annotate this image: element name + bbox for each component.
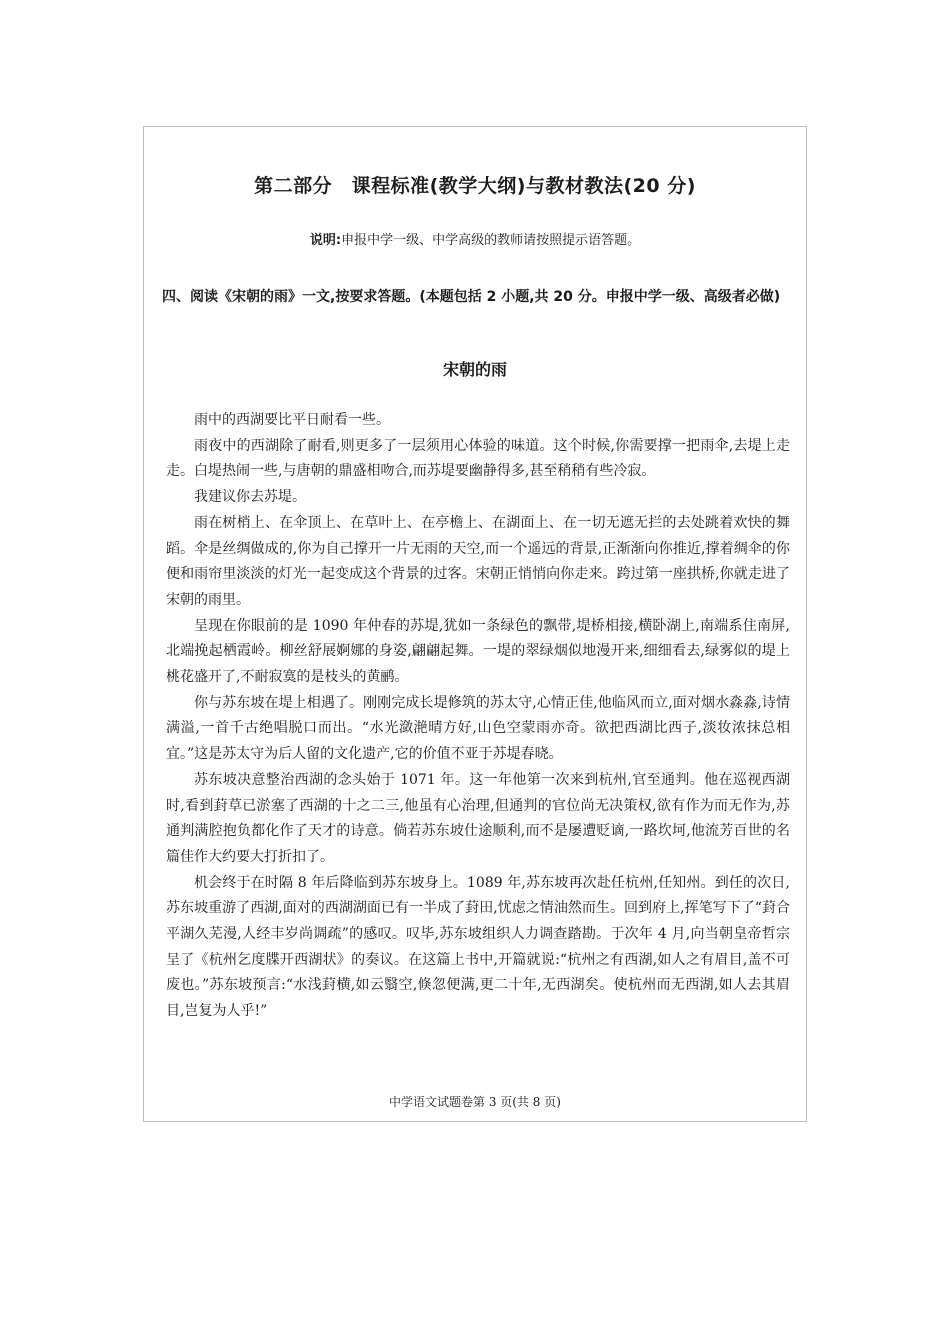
- instruction-note-text: 申报中学一级、中学高级的教师请按照提示语答题。: [341, 233, 641, 248]
- article-paragraph-3: 我建议你去苏堤。: [194, 489, 306, 506]
- article-paragraph-1: 雨中的西湖要比平日耐看一些。: [194, 412, 390, 428]
- article-body: [166, 408, 790, 1025]
- article-paragraph-4: 雨在树梢上、在伞顶上、在草叶上、在亭檐上、在湖面上、在一切无遮无拦的去处跳着欢快的舞蹈。伞是丝绸做成的,你为自己撑开一片无雨的天空,而一个遥远的背景,正渐渐向你推近,撑着绸伞的你便和雨帘里淡淡的灯光一起变成这个背景的过客。宋朝正悄悄向你走来。跨过第一座拱桥,你就走进了宋朝的雨里。: [166, 514, 790, 608]
- exam-page: [143, 126, 807, 1122]
- article-title: 宋朝的雨: [442, 360, 507, 379]
- article-paragraph-6: 你与苏东坡在堤上相遇了。刚刚完成长堤修筑的苏太守,心情正佳,他临风而立,面对烟水淼淼,诗情满溢,一首千古绝唱脱口而出。“水光潋滟晴方好,山色空蒙雨亦奇。欲把西湖比西子,淡妆浓抹总相宜。”这是苏太守为后人留的文化遗产,它的价值不亚于苏堤春晓。: [166, 694, 790, 763]
- page-footer: 中学语文试题卷第 3 页(共 8 页): [389, 1095, 561, 1109]
- part-title: 第二部分 课程标准(教学大纲)与教材教法(20 分): [254, 175, 696, 197]
- question-four: 四、阅读《宋朝的雨》一文,按要求答题。(本题包括 2 小题,共 20 分。申报中学一级、高级者必做): [162, 289, 781, 305]
- article-paragraph-2: 雨夜中的西湖除了耐看,则更多了一层须用心体验的味道。这个时候,你需要撑一把雨伞,去堤上走走。白堤热闹一些,与唐朝的鼎盛相吻合,而苏堤要幽静得多,甚至稍稍有些冷寂。: [166, 437, 790, 480]
- article-paragraph-5: 呈现在你眼前的是 1090 年仲春的苏堤,犹如一条绿色的飘带,堤桥相接,横卧湖上,南端系住南屏,北端挽起栖霞岭。柳丝舒展婀娜的身姿,翩翩起舞。一堤的翠绿烟似地漫开来,细细看去,绿雾似的堤上桃花盛开了,不耐寂寞的是枝头的黄鹂。: [166, 617, 790, 686]
- instruction-note: [144, 229, 806, 248]
- instruction-note-lead: 说明:: [309, 233, 342, 248]
- article-paragraph-7: 苏东坡决意整治西湖的念头始于 1071 年。这一年他第一次来到杭州,官至通判。他在巡视西湖时,看到葑草已淤塞了西湖的十之二三,他虽有心治理,但通判的官位尚无决策权,欲有作为而无作为,苏通判满腔抱负都化作了天才的诗意。倘若苏东坡仕途顺利,而不是屡遭贬谪,一路坎坷,他流芳百世的名篇佳作大约要大打折扣了。: [166, 771, 790, 865]
- article-paragraph-8: 机会终于在时隔 8 年后降临到苏东坡身上。1089 年,苏东坡再次赴任杭州,任知州。到任的次日,苏东坡重游了西湖,面对的西湖湖面已有一半成了葑田,忧虑之情油然而生。回到府上,挥笔写下了“葑合平湖久芜漫,人经丰岁尚调疏”的感叹。叹毕,苏东坡组织人力调查踏勘。于次年 4 月,向当朝皇帝哲宗呈了《杭州乞度牒开西湖状》的奏议。在这篇上书中,开篇就说:“杭州之有西湖,如人之有眉目,盖不可废也。”苏东坡预言:“水浅葑横,如云翳空,倏忽便满,更二十年,无西湖矣。使杭州而无西湖,如人去其眉目,岂复为人乎!”: [166, 874, 790, 1020]
